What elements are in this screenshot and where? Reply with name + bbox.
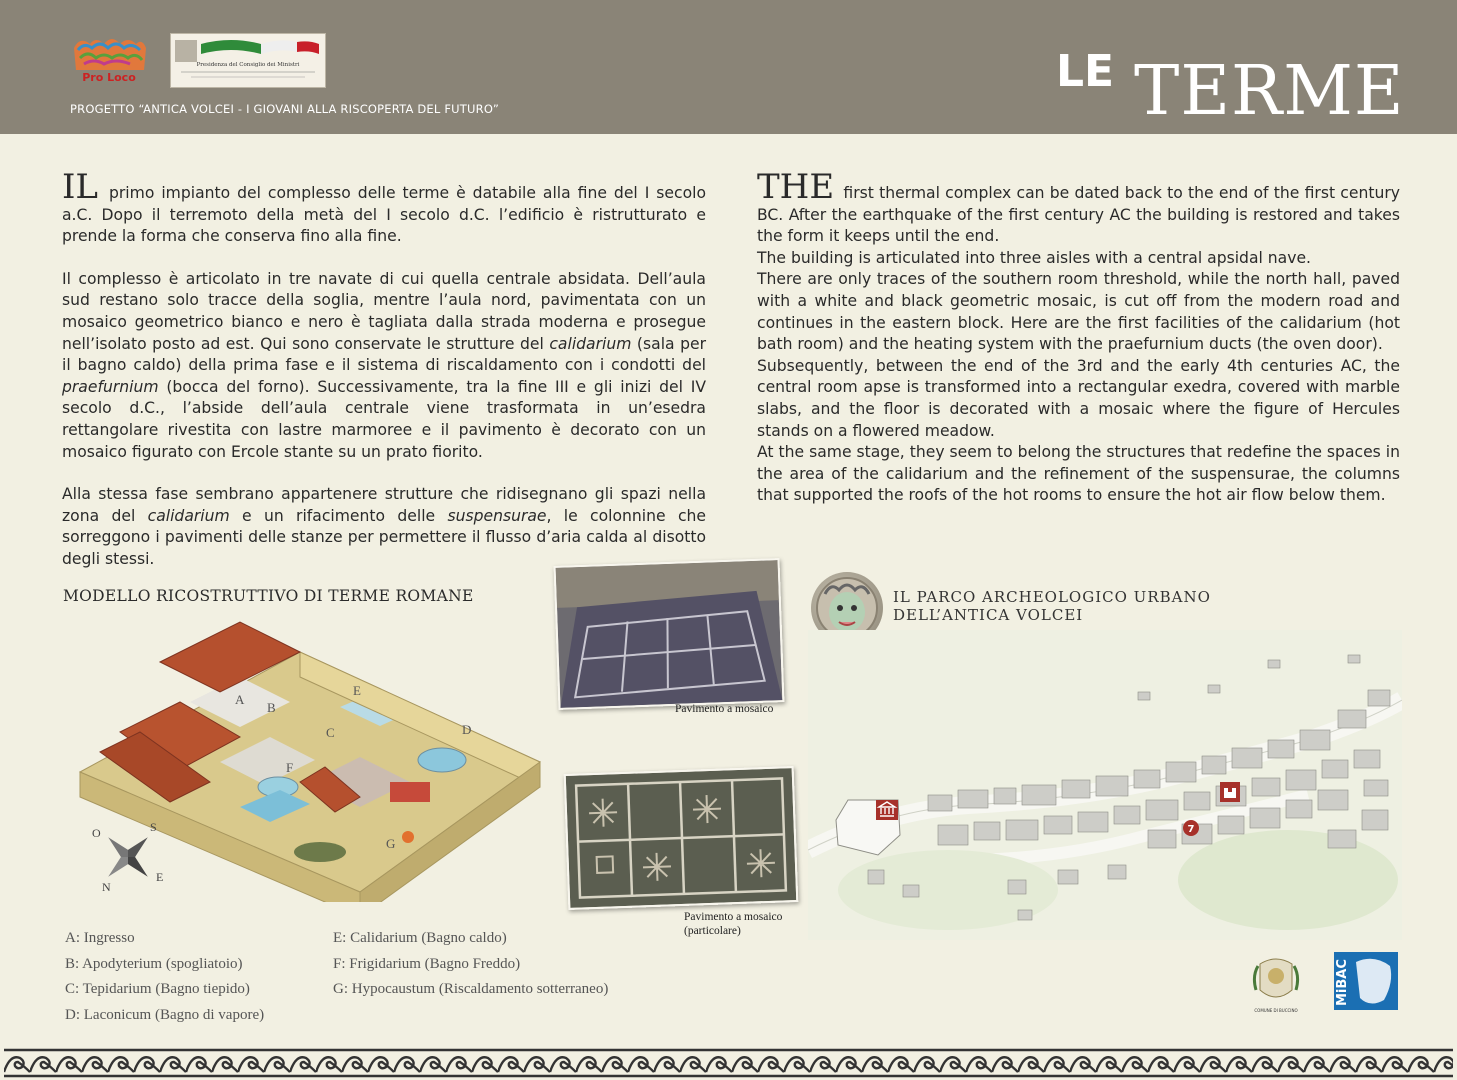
header-bar bbox=[0, 0, 1457, 134]
model-label-c: C bbox=[326, 725, 335, 740]
english-paragraph-1 bbox=[757, 167, 1400, 248]
model-label-f: F bbox=[286, 760, 294, 775]
comune-label: COMUNE DI BUCCINO bbox=[1254, 1008, 1298, 1013]
italian-p1-text: primo impianto del complesso delle terme è databile alla fine del I secolo a.C. Dopo il terremoto della metà del I secolo d.C. l’edificio è ristrutturato e prende la forma che conserva fino alla fine. bbox=[62, 184, 706, 246]
museum-icon bbox=[876, 800, 898, 820]
italian-paragraph-3 bbox=[62, 484, 706, 570]
legend-item: D: Laconicum (Bagno di vapore) bbox=[65, 1006, 265, 1023]
english-paragraph-5: At the same stage, they seem to belong the structures that redefine the spaces in the area of the calidarium and the refinement of the suspensurae, the columns that supported the roofs of the hot rooms to ensure the hot air flow below them. bbox=[757, 443, 1400, 505]
english-paragraph-4: Subsequently, between the end of the 3rd and the early 4th centuries AC, the central room apse is transformed into a rectangular exedra, covered with marble slabs, and the floor is decorated with a mosaic where the figure of Hercules stands on a flowered meadow. bbox=[757, 356, 1400, 440]
italian-text bbox=[62, 167, 706, 571]
park-title-line2: DELL’ANTICA VOLCEI bbox=[893, 606, 1084, 624]
english-p1-text: first thermal complex can be dated back to the end of the first century BC. After the earthquake of the first century AC the building is restored and takes the form it keeps until the end. bbox=[757, 184, 1400, 246]
park-title bbox=[893, 588, 1211, 624]
mosaic-photo-1 bbox=[554, 558, 785, 710]
model-label-b: B bbox=[267, 700, 276, 715]
english-paragraph-3: There are only traces of the southern room threshold, while the north hall, paved with a white and black geometric mosaic, is cut off from the modern road and continues in the eastern block. Here are the first facilities of the calidarium (hot bath room) and the heating system with the praefurnium ducts (the oven door). bbox=[757, 270, 1400, 354]
italian-p2-c: (sala per il bagno caldo) della prima fase e il sistema di riscaldamento con i condotti del bbox=[62, 334, 706, 375]
model-label-g: G bbox=[386, 836, 396, 851]
compass-e: E bbox=[156, 870, 164, 884]
archaeological-park-map[interactable] bbox=[808, 630, 1402, 940]
decorative-wave-border bbox=[4, 1048, 1453, 1078]
photo-caption-2-line1: Pavimento a mosaico bbox=[684, 911, 783, 923]
project-line: PROGETTO “ANTICA VOLCEI - I GIOVANI ALLA RISCOPERTA DEL FUTURO” bbox=[70, 102, 500, 116]
mibac-logo bbox=[1334, 952, 1398, 1010]
comune-buccino-logo bbox=[1250, 950, 1302, 1014]
model-title: MODELLO RICOSTRUTTIVO DI TERME ROMANE bbox=[63, 587, 474, 605]
italian-dropcap: IL bbox=[62, 167, 99, 207]
presidenza-logo-text: Presidenza del Consiglio dei Ministri bbox=[196, 62, 300, 68]
compass-o: O bbox=[92, 826, 101, 840]
site-marker-7-label: 7 bbox=[1187, 824, 1195, 835]
legend-item: A: Ingresso bbox=[65, 930, 135, 946]
legend-item: B: Apodyterium (spogliatoio) bbox=[65, 955, 243, 972]
model-label-e: E bbox=[353, 683, 361, 698]
model-label-d: D bbox=[462, 722, 472, 737]
legend-item: E: Calidarium (Bagno caldo) bbox=[333, 930, 507, 946]
photo-caption-2 bbox=[684, 910, 782, 938]
italian-p3-b: calidarium bbox=[147, 506, 230, 525]
italian-p3-d: suspensurae bbox=[447, 506, 547, 525]
legend-item: G: Hypocaustum (Riscaldamento sotterraneo) bbox=[333, 981, 609, 997]
italian-p3-a: Alla stessa fase sembrano appartenere strutture che ridisegnano gli spazi nella zona del bbox=[62, 485, 706, 525]
compass-n: N bbox=[102, 880, 111, 894]
italian-paragraph-2 bbox=[62, 269, 706, 463]
english-text bbox=[757, 167, 1400, 507]
italian-p2-a: Il complesso è articolato in tre navate di cui quella centrale absidata. Dell’aula sud restano solo tracce della soglia, mentre l’aula nord, pavimentata con un mosaico geometrico bianco e nero è tagliata dalla strada moderna e prosegue nell’isolato posto ad est. Qui sono conservate le strutture del bbox=[62, 269, 706, 353]
page-title: TERME bbox=[1134, 52, 1405, 131]
legend-right bbox=[333, 930, 608, 1007]
italian-p3-c: e un rifacimento delle bbox=[229, 506, 448, 525]
legend-item: F: Frigidarium (Bagno Freddo) bbox=[333, 955, 521, 972]
legend-item: C: Tepidarium (Bagno tiepido) bbox=[65, 981, 250, 997]
mibac-label: MiBAC bbox=[1335, 959, 1350, 1006]
legend-left bbox=[65, 930, 264, 1032]
presidenza-logo bbox=[170, 33, 326, 88]
italian-p2-b: calidarium bbox=[549, 334, 632, 353]
english-paragraph-2: The building is articulated into three aisles with a central apsidal nave. bbox=[757, 248, 1312, 267]
thermae-model-illustration bbox=[60, 612, 550, 902]
photo-caption-2-line2: (particolare) bbox=[684, 925, 741, 937]
italian-p3-e: , le colonnine che sorreggono i pavimenti delle stanze per permettere il flusso d’aria calda al disotto degli stessi. bbox=[62, 506, 706, 568]
italian-paragraph-1 bbox=[62, 167, 706, 248]
italian-p2-e: (bocca del forno). Successivamente, tra la fine III e gli inizi del IV secolo d.C., l’abside dell’aula centrale viene trasformata in un’esedra rettangolare rivestita con lastre marmoree e il pavimento è decorato con un mosaico figurato con Ercole stante su un prato fiorito. bbox=[62, 377, 706, 461]
proloco-logo bbox=[70, 34, 148, 86]
english-dropcap: THE bbox=[757, 167, 835, 207]
model-label-a: A bbox=[235, 692, 245, 707]
compass-rose-icon bbox=[92, 820, 163, 894]
proloco-logo-text: Pro Loco bbox=[82, 71, 136, 84]
park-title-line1: IL PARCO ARCHEOLOGICO URBANO bbox=[893, 588, 1211, 606]
italian-p2-d: praefurnium bbox=[62, 377, 159, 396]
title-le: LE bbox=[1056, 46, 1115, 97]
photo-caption-1: Pavimento a mosaico bbox=[675, 703, 774, 715]
compass-s: S bbox=[150, 820, 157, 834]
mosaic-photo-2 bbox=[564, 766, 799, 910]
